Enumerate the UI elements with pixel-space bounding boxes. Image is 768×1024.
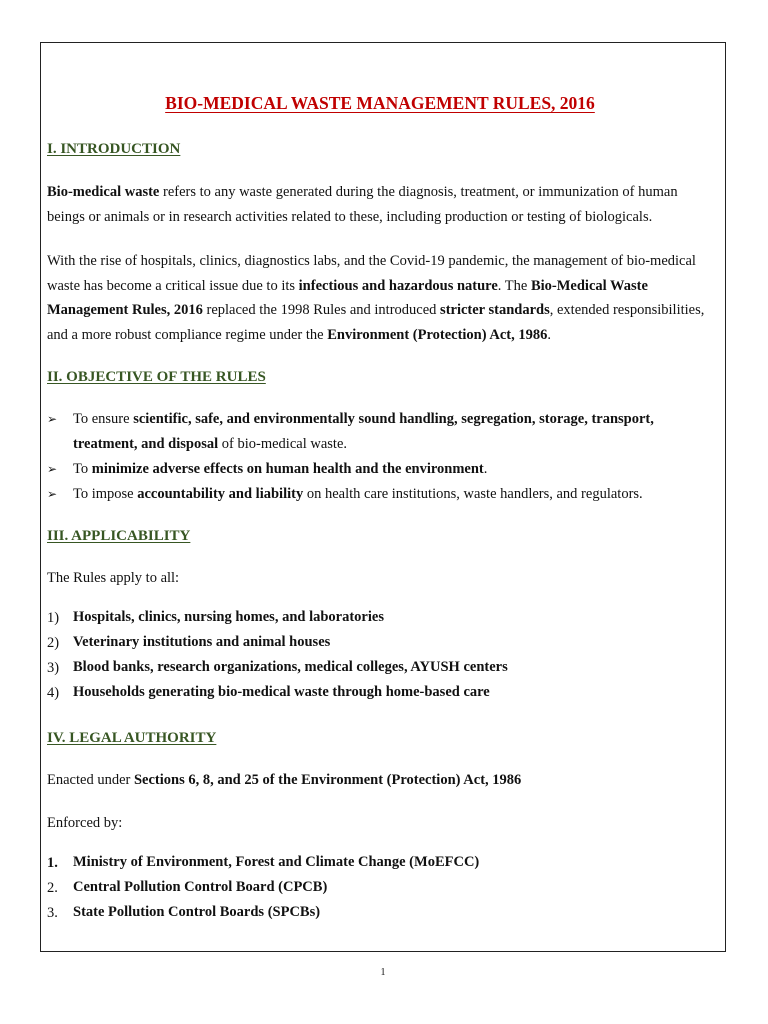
text-run: stricter standards [440, 302, 550, 318]
document-title: BIO-MEDICAL WASTE MANAGEMENT RULES, 2016 [165, 93, 595, 113]
list-number: 2. [47, 880, 58, 896]
text-run: . [547, 326, 552, 343]
page-number: 1 [380, 967, 386, 978]
text-run: replaced the 1998 Rules and introduced [202, 302, 441, 318]
list-number: 1. [47, 855, 58, 871]
text-run: . [483, 461, 488, 477]
heading-objective: II. OBJECTIVE OF THE RULES [47, 369, 266, 385]
text-run: scientific, safe, and environmentally sound handling, segregation, storage, transport, treatment, and disposal [73, 411, 654, 452]
list-number: 4) [47, 685, 60, 701]
text-run: of bio-medical waste. [218, 436, 347, 452]
text-run: , extended responsibilities, and a more robust compliance regime under the [47, 302, 705, 343]
list-item: Households generating bio-medical waste through home-based care [73, 684, 490, 700]
list-number: 2) [47, 635, 60, 651]
bullet-arrow-icon: ➢ [47, 487, 58, 501]
objective-item [73, 407, 713, 457]
text-run: refers to any waste generated during the diagnosis, treatment, or immunization of human beings or animals or in research activities related to these, including production or testing of biologicals. [47, 184, 678, 225]
objective-item [73, 457, 713, 482]
text-run: To impose [73, 486, 138, 502]
text-run: . The [497, 277, 531, 294]
list-item: Blood banks, research organizations, medical colleges, AYUSH centers [73, 659, 508, 675]
heading-legal-authority: IV. LEGAL AUTHORITY [47, 730, 217, 746]
list-number: 3) [47, 660, 60, 676]
text-run: minimize adverse effects on human health and the environment [91, 461, 484, 477]
text-run: To ensure [73, 411, 134, 427]
heading-applicability: III. APPLICABILITY [47, 528, 191, 544]
list-item: Veterinary institutions and animal houses [73, 634, 331, 650]
list-number: 1) [47, 610, 60, 626]
list-item: Hospitals, clinics, nursing homes, and laboratories [73, 609, 384, 625]
intro-paragraph-1 [47, 180, 713, 229]
text-run: accountability and liability [137, 486, 304, 502]
applicability-lead: The Rules apply to all: [47, 570, 180, 586]
heading-introduction: I. INTRODUCTION [47, 141, 181, 157]
text-run: With the rise of hospitals, clinics, diagnostics labs, and the Covid-19 pandemic, the management of bio-medical waste has become a critical issue due to its [47, 253, 696, 294]
text-run: Environment (Protection) Act, 1986 [327, 326, 548, 343]
text-run: To [73, 461, 92, 477]
text-run: Enacted under [47, 772, 134, 788]
bullet-arrow-icon: ➢ [47, 462, 58, 476]
bullet-arrow-icon: ➢ [47, 412, 58, 426]
intro-paragraph-2 [47, 249, 713, 347]
text-run: infectious and hazardous nature [298, 277, 498, 294]
text-run: Sections 6, 8, and 25 of the Environment (Protection) Act, 1986 [133, 772, 522, 788]
enacted-under [47, 772, 521, 789]
list-item: Ministry of Environment, Forest and Climate Change (MoEFCC) [73, 854, 480, 870]
document-page [40, 42, 726, 978]
list-item: State Pollution Control Boards (SPCBs) [73, 904, 321, 920]
objective-item [73, 482, 713, 507]
list-item: Central Pollution Control Board (CPCB) [73, 879, 328, 895]
list-number: 3. [47, 905, 58, 921]
text-run: on health care institutions, waste handlers, and regulators. [303, 486, 643, 502]
text-run: Bio-Medical Waste Management Rules, 2016 [47, 277, 648, 318]
enforced-lead: Enforced by: [47, 815, 123, 831]
text-run: Bio-medical waste [47, 184, 160, 200]
